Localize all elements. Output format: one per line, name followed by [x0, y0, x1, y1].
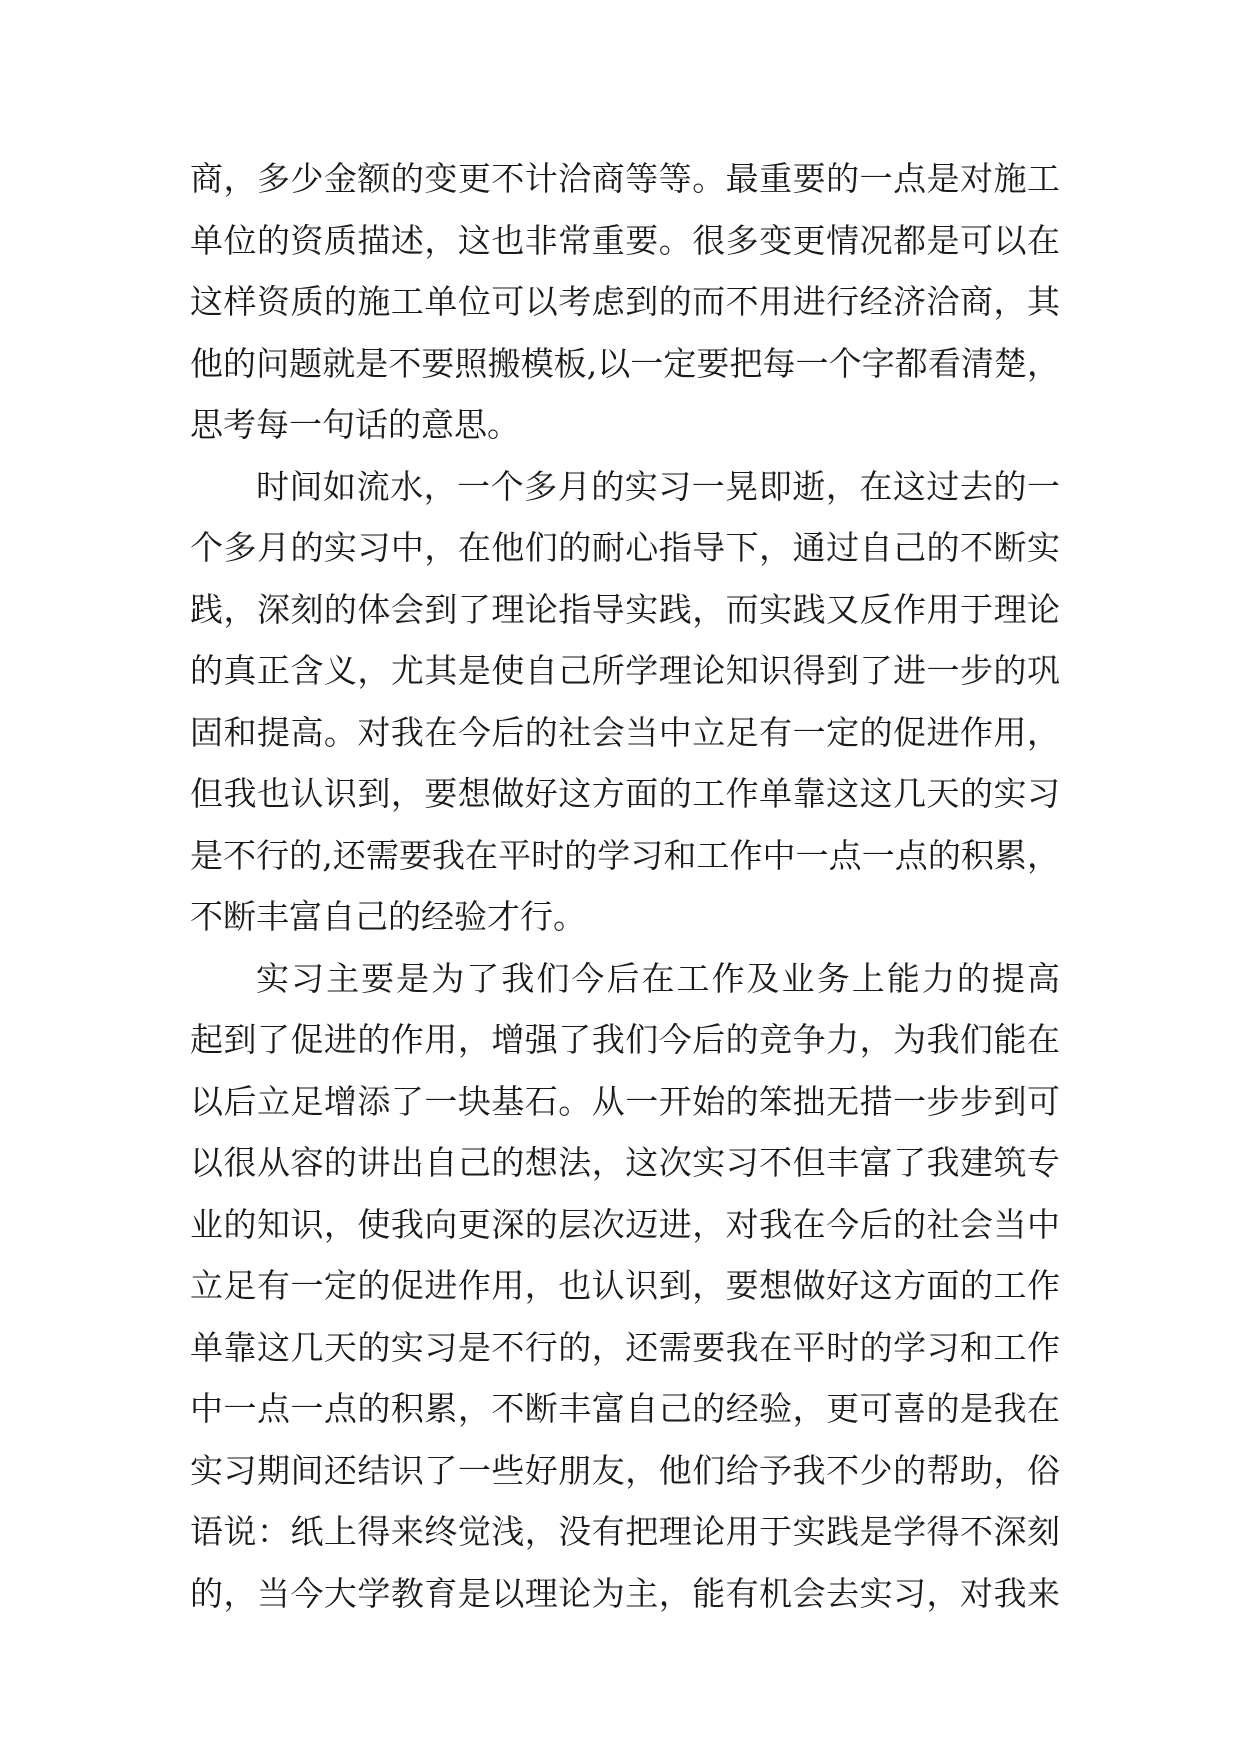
text-line: 实习主要是为了我们今后在工作及业务上能力的提高 — [256, 958, 1060, 998]
text-line: 的真正含义，尤其是使自己所学理论知识得到了进一步的巩 — [190, 651, 1060, 690]
text-line: 单位的资质描述，这也非常重要。很多变更情况都是可以在 — [190, 220, 1060, 260]
text-line: 以很从容的讲出自己的想法，这次实习不但丰富了我建筑专 — [190, 1143, 1060, 1182]
text-line: 不断丰富自己的经验才行。 — [190, 897, 586, 936]
text-line: 语说：纸上得来终觉浅，没有把理论用于实践是学得不深刻 — [190, 1512, 1060, 1551]
text-line: 是不行的,还需要我在平时的学习和工作中一点一点的积累， — [190, 835, 1060, 875]
text-line: 中一点一点的积累，不断丰富自己的经验，更可喜的是我在 — [190, 1389, 1060, 1428]
text-line: 单靠这几天的实习是不行的，还需要我在平时的学习和工作 — [190, 1327, 1060, 1367]
text-line: 他的问题就是不要照搬模板,以一定要把每一个字都看清楚， — [190, 343, 1060, 383]
text-line: 实习期间还结识了一些好朋友，他们给予我不少的帮助，俗 — [190, 1450, 1060, 1490]
text-line: 践，深刻的体会到了理论指导实践，而实践又反作用于理论 — [190, 589, 1060, 629]
text-line: 立足有一定的促进作用，也认识到，要想做好这方面的工作 — [190, 1266, 1060, 1305]
text-line: 的，当今大学教育是以理论为主，能有机会去实习，对我来 — [190, 1573, 1060, 1613]
text-line: 这样资质的施工单位可以考虑到的而不用进行经济洽商，其 — [190, 282, 1060, 321]
text-line: 固和提高。对我在今后的社会当中立足有一定的促进作用， — [190, 712, 1060, 752]
text-line: 思考每一句话的意思。 — [190, 405, 520, 444]
text-line: 时间如流水，一个多月的实习一晃即逝，在这过去的一 — [256, 466, 1060, 506]
text-line: 商，多少金额的变更不计洽商等等。最重要的一点是对施工 — [190, 159, 1060, 198]
text-line: 以后立足增添了一块基石。从一开始的笨拙无措一步步到可 — [190, 1081, 1060, 1121]
body-text — [190, 148, 1060, 1624]
text-line: 业的知识，使我向更深的层次迈进，对我在今后的社会当中 — [190, 1204, 1060, 1244]
text-line: 个多月的实习中，在他们的耐心指导下，通过自己的不断实 — [190, 528, 1060, 567]
text-line: 起到了促进的作用，增强了我们今后的竞争力，为我们能在 — [190, 1020, 1060, 1059]
text-line: 但我也认识到，要想做好这方面的工作单靠这这几天的实习 — [190, 774, 1060, 813]
